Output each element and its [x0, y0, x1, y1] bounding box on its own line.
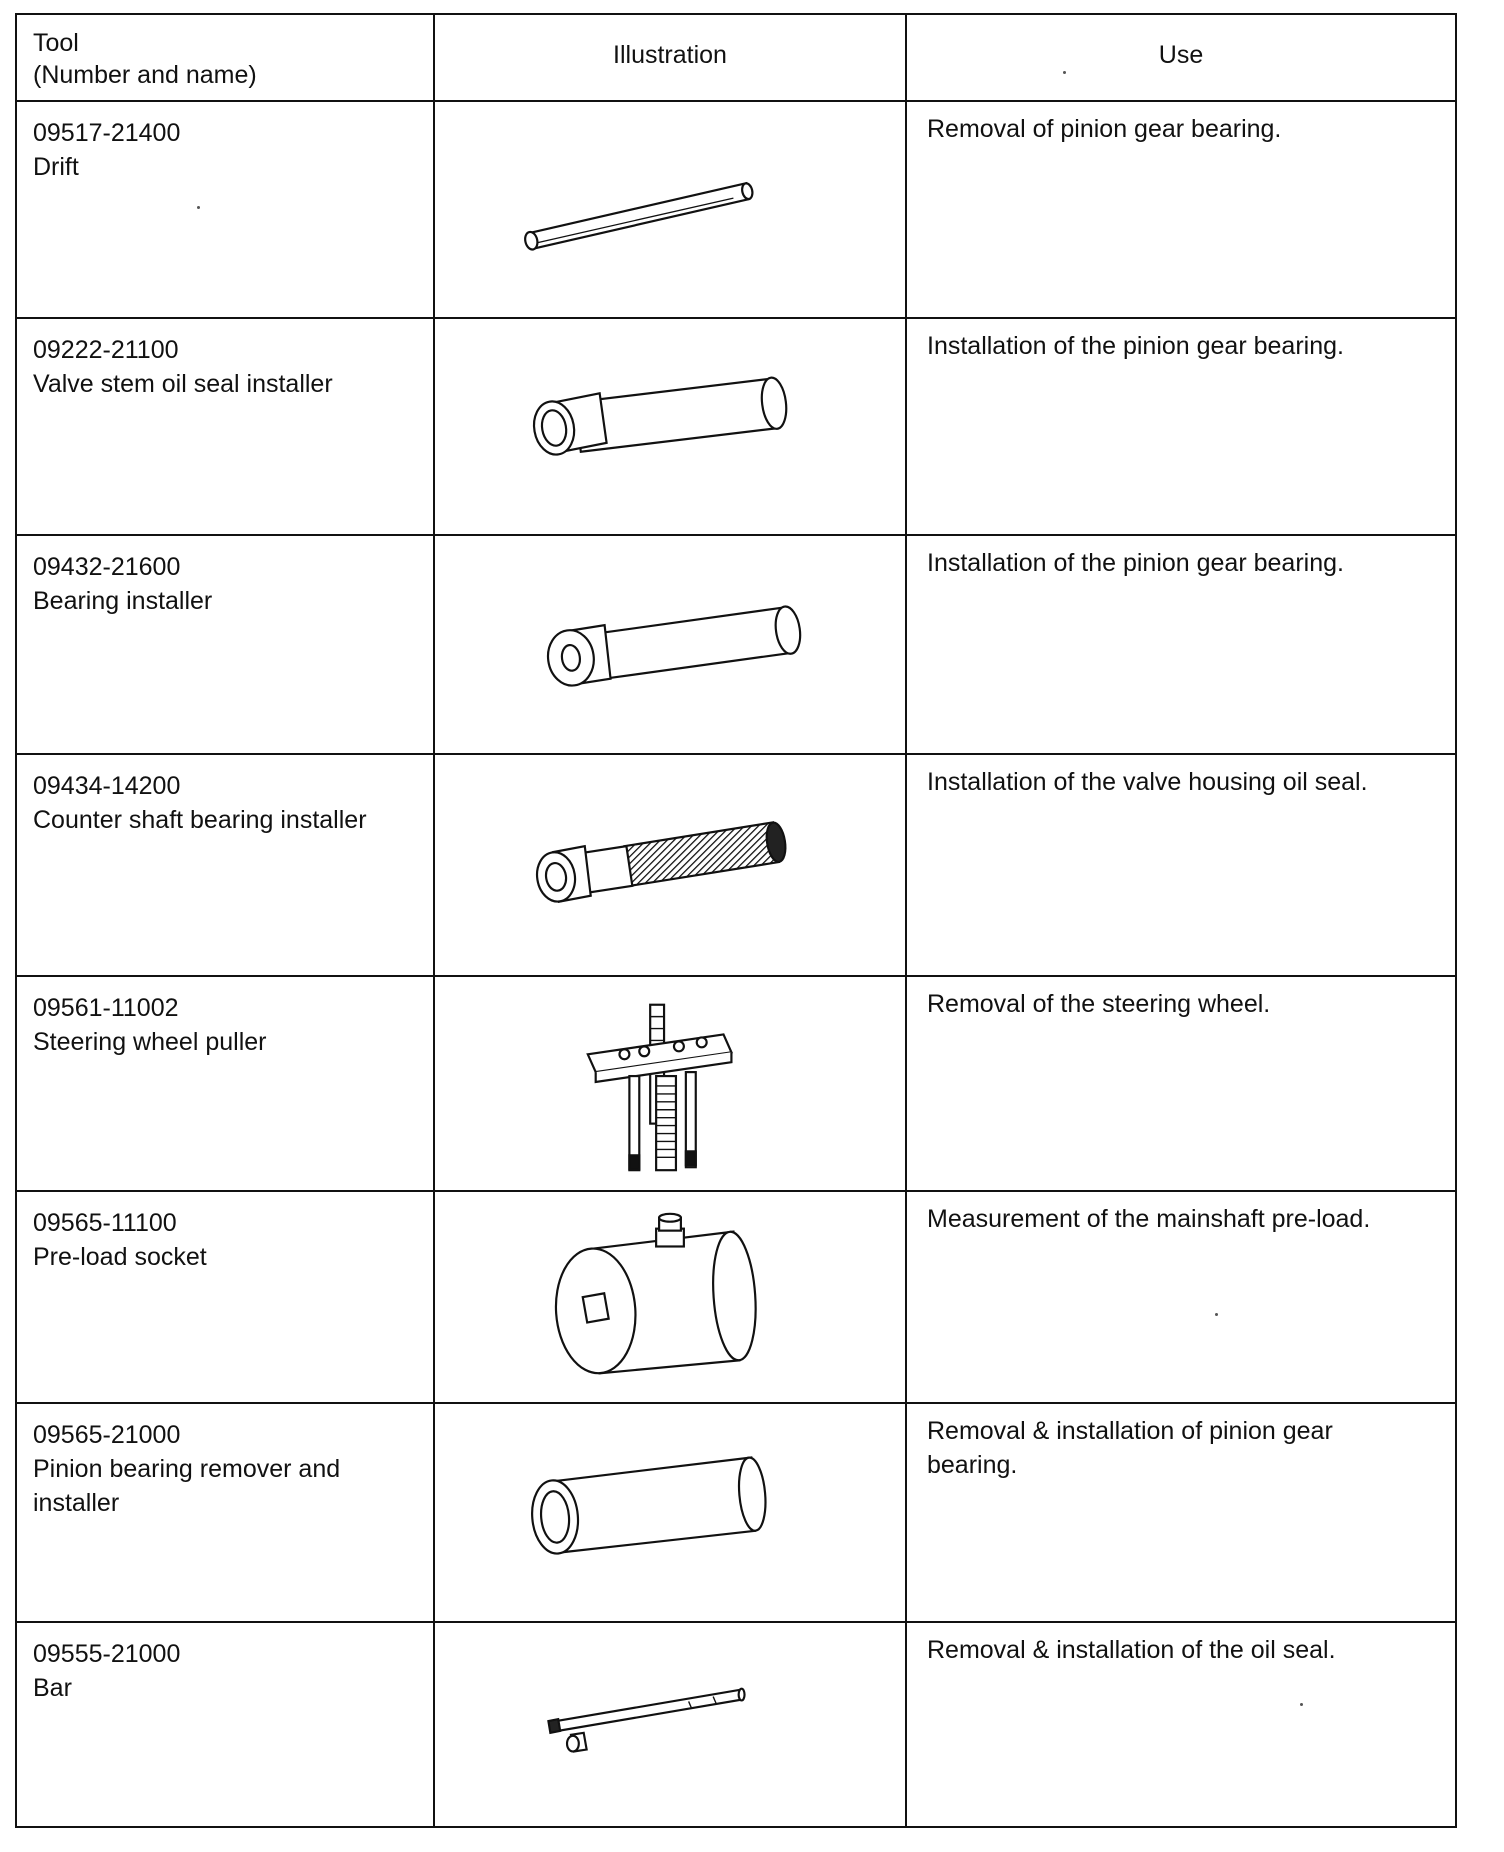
illustration-cell: [434, 535, 906, 754]
use-cell: [906, 754, 1456, 976]
use-text: Measurement of the mainshaft pre-load.: [927, 1205, 1371, 1233]
table-row: [16, 101, 1456, 318]
header-tool-label: Tool: [33, 29, 79, 57]
use-text: Installation of the pinion gear bearing.: [927, 549, 1344, 577]
tool-name: Pre-load socket: [33, 1243, 207, 1271]
illustration-cell: [434, 101, 906, 318]
steering-wheel-puller-icon: [435, 977, 905, 1190]
tool-name: Pinion bearing remover and: [33, 1455, 341, 1483]
bearing-installer-icon: [435, 536, 905, 753]
pre-load-socket-icon: [435, 1192, 905, 1402]
scan-speck: [1215, 1313, 1218, 1316]
tool-cell: [16, 101, 434, 318]
tool-cell: [16, 754, 434, 976]
tool-cell: [16, 1403, 434, 1622]
tool-cell: [16, 535, 434, 754]
illustration-cell: [434, 1622, 906, 1827]
scan-speck: [1063, 71, 1066, 74]
tool-name: Counter shaft bearing installer: [33, 806, 367, 834]
illustration-cell: [434, 976, 906, 1191]
tool-cell: [16, 1622, 434, 1827]
table-row: [16, 1403, 1456, 1622]
scan-speck: [1300, 1703, 1303, 1706]
tool-number: 09222-21100: [33, 336, 179, 364]
use-cell: [906, 976, 1456, 1191]
table-row: [16, 535, 1456, 754]
valve-stem-oil-seal-installer-icon: [435, 319, 905, 534]
table-row: [16, 754, 1456, 976]
use-cell: [906, 101, 1456, 318]
table-header-row: [16, 14, 1456, 101]
tool-name: Bearing installer: [33, 587, 213, 615]
tool-number: 09434-14200: [33, 772, 181, 800]
header-use: Use: [906, 14, 1456, 101]
use-text: Installation of the valve housing oil seal.: [927, 768, 1368, 796]
tool-number: 09555-21000: [33, 1640, 181, 1668]
use-cell: [906, 1622, 1456, 1827]
bar-icon: [435, 1623, 905, 1826]
illustration-cell: [434, 318, 906, 535]
tool-number: 09565-11100: [33, 1209, 177, 1237]
scan-speck: [197, 206, 200, 209]
table-row: [16, 1191, 1456, 1403]
header-tool-sublabel: (Number and name): [33, 61, 257, 89]
special-tools-sheet: [15, 13, 1455, 1828]
tool-name: Valve stem oil seal installer: [33, 370, 333, 398]
illustration-cell: [434, 754, 906, 976]
illustration-cell: [434, 1403, 906, 1622]
pinion-bearing-remover-installer-icon: [435, 1404, 905, 1621]
tool-number: 09565-21000: [33, 1421, 181, 1449]
use-text: Installation of the pinion gear bearing.: [927, 332, 1344, 360]
drift-icon: [435, 102, 905, 317]
tool-number: 09517-21400: [33, 119, 181, 147]
counter-shaft-bearing-installer-icon: [435, 755, 905, 975]
tool-number: 09432-21600: [33, 553, 181, 581]
header-illustration: Illustration: [434, 14, 906, 101]
use-cell: [906, 318, 1456, 535]
use-text: Removal & installation of the oil seal.: [927, 1636, 1336, 1664]
special-tools-table: [15, 13, 1457, 1828]
use-cell: [906, 1403, 1456, 1622]
tool-name: Drift: [33, 153, 79, 181]
illustration-cell: [434, 1191, 906, 1403]
tool-name: Steering wheel puller: [33, 1028, 267, 1056]
use-cell: [906, 1191, 1456, 1403]
header-tool: [16, 14, 434, 101]
table-row: [16, 1622, 1456, 1827]
tool-cell: [16, 318, 434, 535]
tool-cell: [16, 1191, 434, 1403]
tool-cell: [16, 976, 434, 1191]
table-row: [16, 318, 1456, 535]
use-cell: [906, 535, 1456, 754]
tool-number: 09561-11002: [33, 994, 179, 1022]
use-text: Removal & installation of pinion gear: [927, 1417, 1333, 1445]
table-row: [16, 976, 1456, 1191]
use-text-continued: bearing.: [927, 1451, 1018, 1479]
use-text: Removal of pinion gear bearing.: [927, 115, 1282, 143]
use-text: Removal of the steering wheel.: [927, 990, 1271, 1018]
tool-name: Bar: [33, 1674, 72, 1702]
tool-name-continued: installer: [33, 1489, 120, 1517]
